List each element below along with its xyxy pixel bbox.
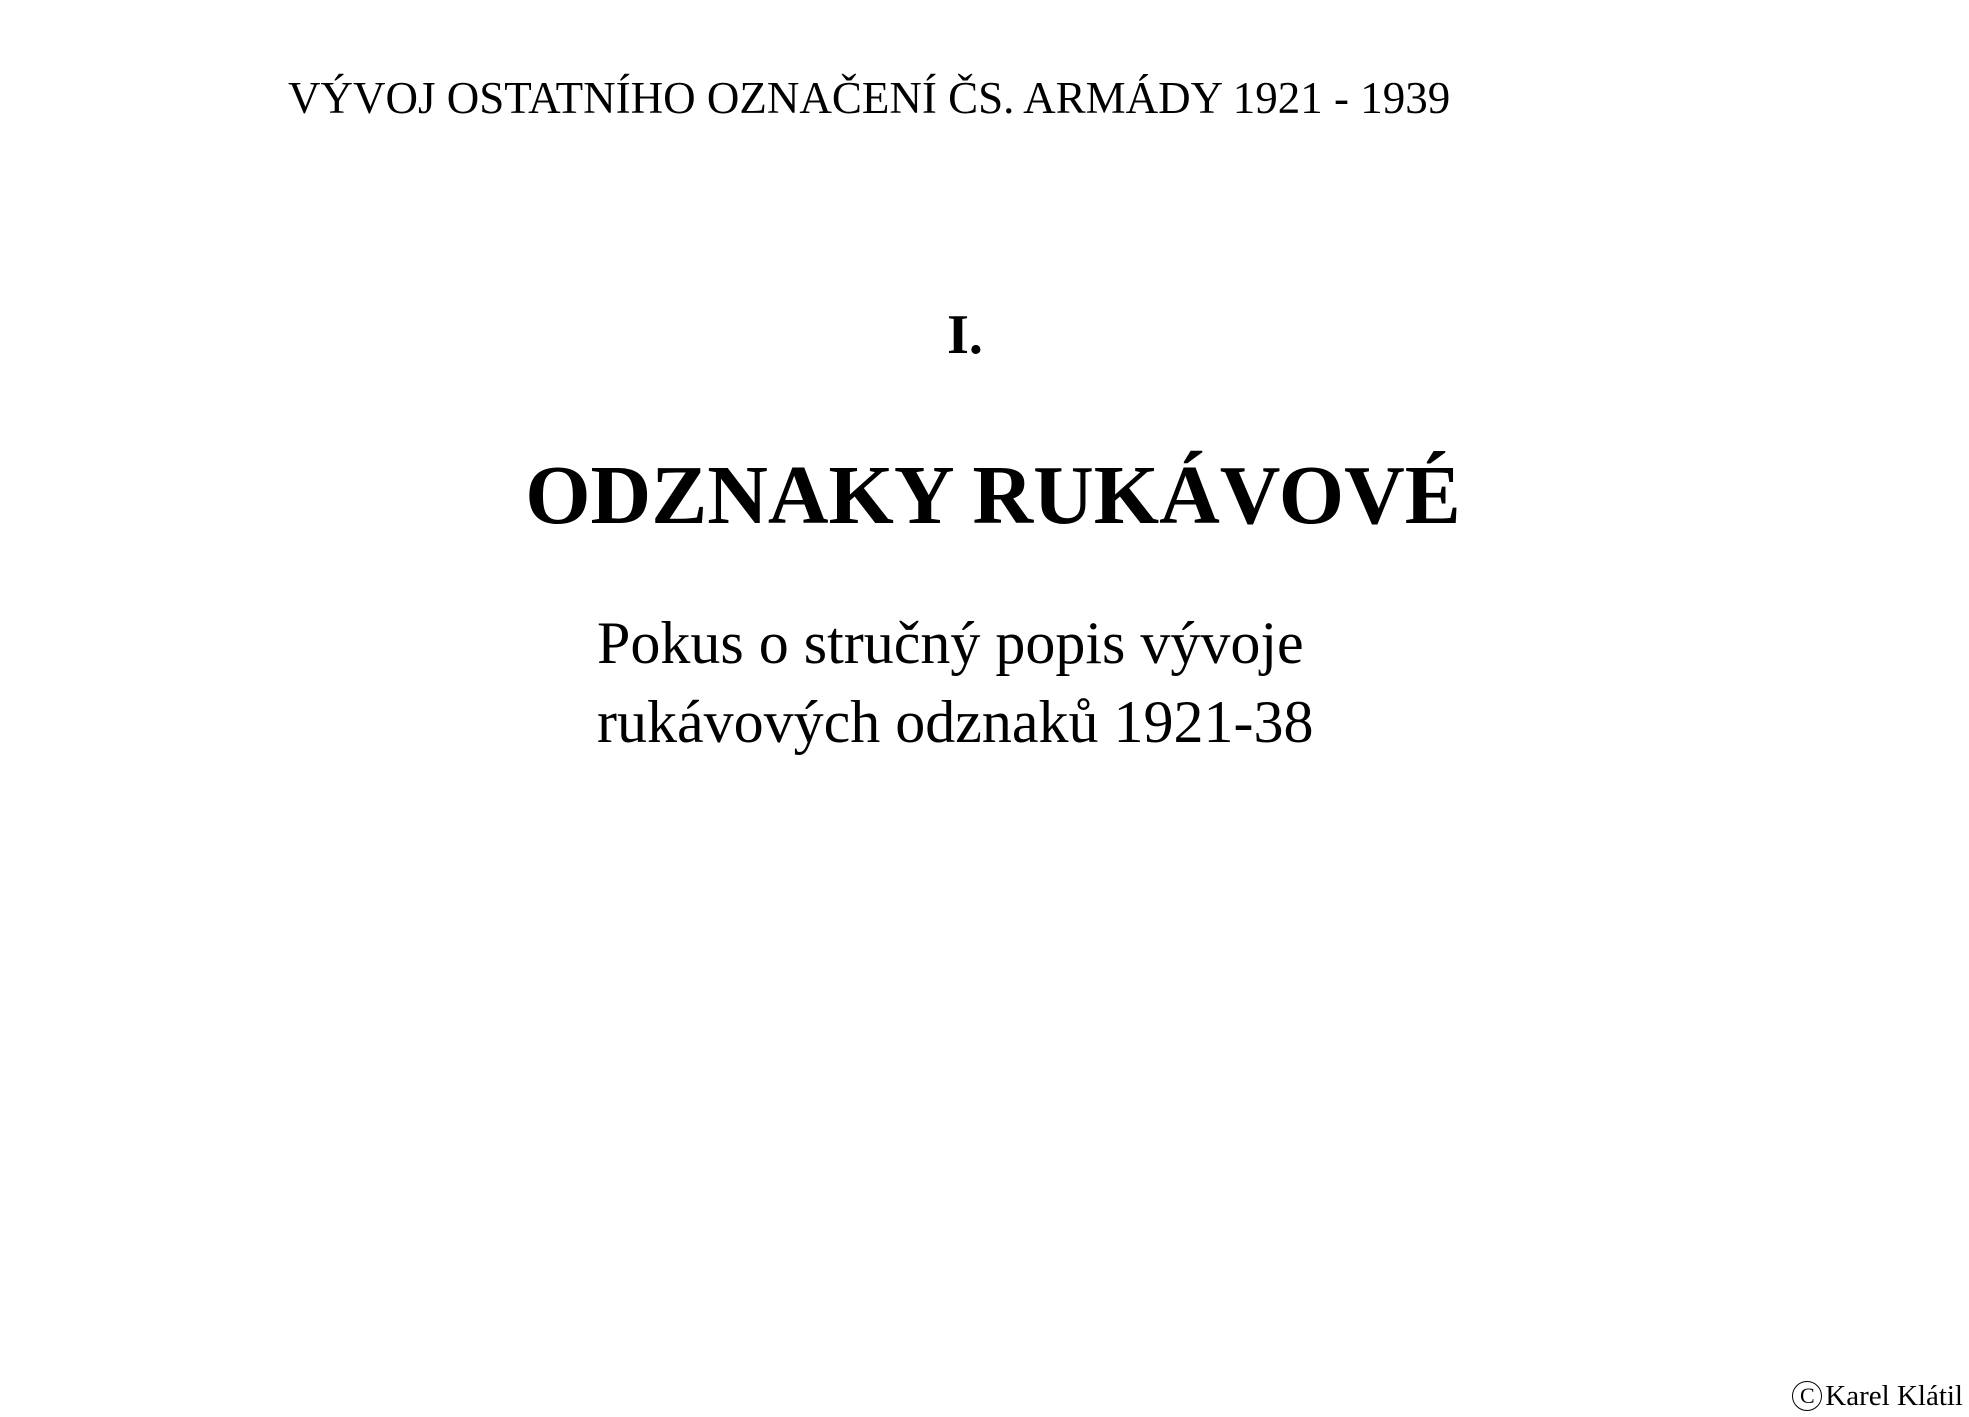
section-number: I. (947, 304, 983, 366)
subtitle-line-1: Pokus o stručný popis vývoje (597, 610, 1304, 676)
page-header: VÝVOJ OSTATNÍHO OZNAČENÍ ČS. ARMÁDY 1921 - 1939 (288, 73, 1451, 123)
subtitle (597, 604, 1313, 762)
copyright-notice (1792, 1378, 1963, 1414)
copyright-icon: C (1792, 1381, 1822, 1411)
subtitle-line-2: rukávových odznaků 1921-38 (597, 689, 1314, 755)
page-title: ODZNAKY RUKÁVOVÉ (525, 449, 1461, 542)
copyright-author: Karel Klátil (1825, 1380, 1963, 1412)
